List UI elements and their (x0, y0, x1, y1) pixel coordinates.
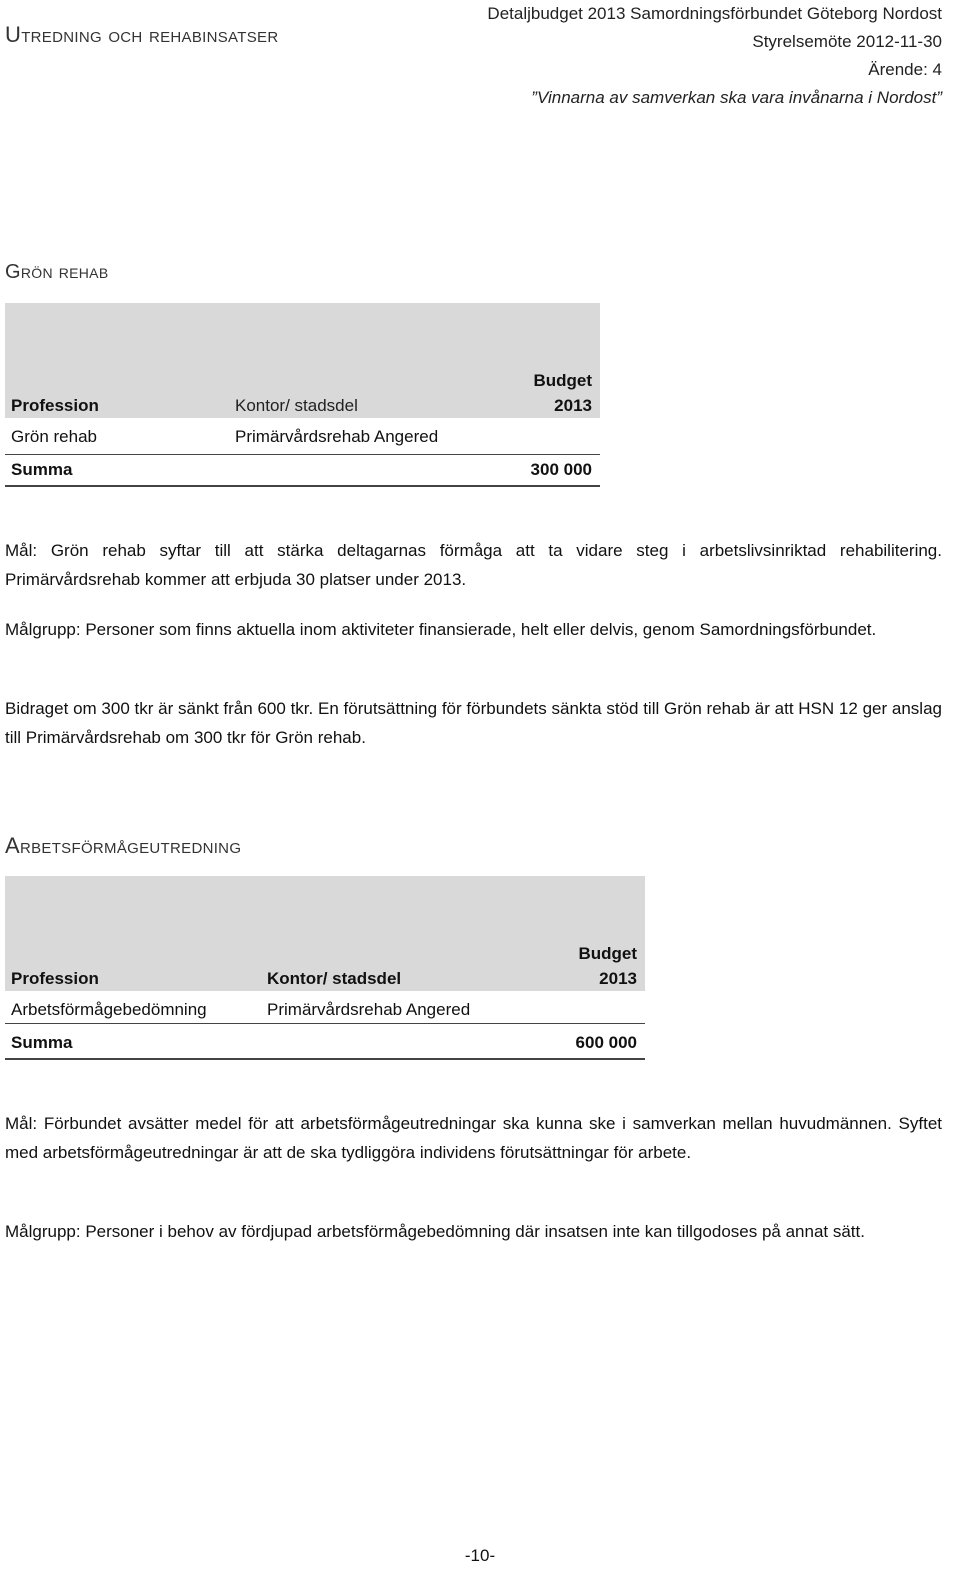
gron-rehab-target-group: Målgrupp: Personer som finns aktuella inom aktiviteter finansierade, helt eller delvis, genom Samordningsförbundet. (5, 620, 877, 639)
row-profession: Arbetsförmågebedömning (11, 1000, 207, 1019)
col-profession-header: Profession (11, 396, 99, 415)
table-bottom-rule (5, 485, 600, 487)
gron-rehab-goal: Mål: Grön rehab syftar till att stärka deltagarnas förmåga att ta vidare steg i arbetslivsinriktad rehabilitering. Primärvårdsrehab kommer att erbjuda 30 platser under 2013. (5, 541, 942, 589)
row-kontor: Primärvårdsrehab Angered (267, 1000, 471, 1019)
col-kontor-header: Kontor/ stadsdel (235, 396, 358, 415)
document-header (487, 0, 942, 84)
arbetsformaga-title: Arbetsförmågeutredning (5, 833, 242, 858)
table-bottom-rule (5, 1058, 645, 1060)
page-number: -10- (464, 1546, 496, 1565)
sum-value: 300 000 (530, 460, 592, 479)
col-budget-header-line2: 2013 (599, 969, 637, 988)
gron-rehab-contribution: Bidraget om 300 tkr är sänkt från 600 tkr. En förutsättning för förbundets sänkta stöd till Grön rehab är att HSN 12 ger anslag till Primärvårdsrehab om 300 tkr för Grön rehab. (5, 699, 942, 747)
arbetsformaga-budget-table (5, 876, 645, 1061)
table-rule (5, 1023, 645, 1024)
section-title: Utredning och rehabinsatser (5, 22, 279, 47)
header-title: Detaljbudget 2013 Samordningsförbundet Göteborg Nordost (487, 4, 942, 23)
sum-label: Summa (11, 460, 73, 479)
arbetsformaga-goal: Mål: Förbundet avsätter medel för att arbetsförmågeutredningar ska kunna ske i samverkan mellan huvudmännen. Syftet med arbetsförmågeutredningar är att de ska tydliggöra individens förutsättningar för arbete. (5, 1114, 942, 1162)
header-item: Ärende: 4 (868, 60, 942, 79)
gron-rehab-budget-table (5, 303, 600, 488)
col-budget-header-line2: 2013 (554, 396, 592, 415)
header-meeting: Styrelsemöte 2012-11-30 (752, 32, 942, 51)
row-kontor: Primärvårdsrehab Angered (235, 427, 439, 446)
sum-label: Summa (11, 1033, 73, 1052)
col-budget-header-line1: Budget (578, 944, 637, 963)
arbetsformaga-target-group: Målgrupp: Personer i behov av fördjupad arbetsförmågebedömning där insatsen inte kan tillgodoses på annat sätt. (5, 1222, 865, 1241)
sum-value: 600 000 (575, 1033, 637, 1052)
col-profession-header: Profession (11, 969, 99, 988)
header-motto: ”Vinnarna av samverkan ska vara invånarna i Nordost” (531, 88, 942, 107)
gron-rehab-title: Grön rehab (5, 261, 109, 283)
col-kontor-header: Kontor/ stadsdel (267, 969, 402, 988)
table-rule (5, 454, 600, 455)
row-profession: Grön rehab (11, 427, 97, 446)
col-budget-header-line1: Budget (533, 371, 592, 390)
